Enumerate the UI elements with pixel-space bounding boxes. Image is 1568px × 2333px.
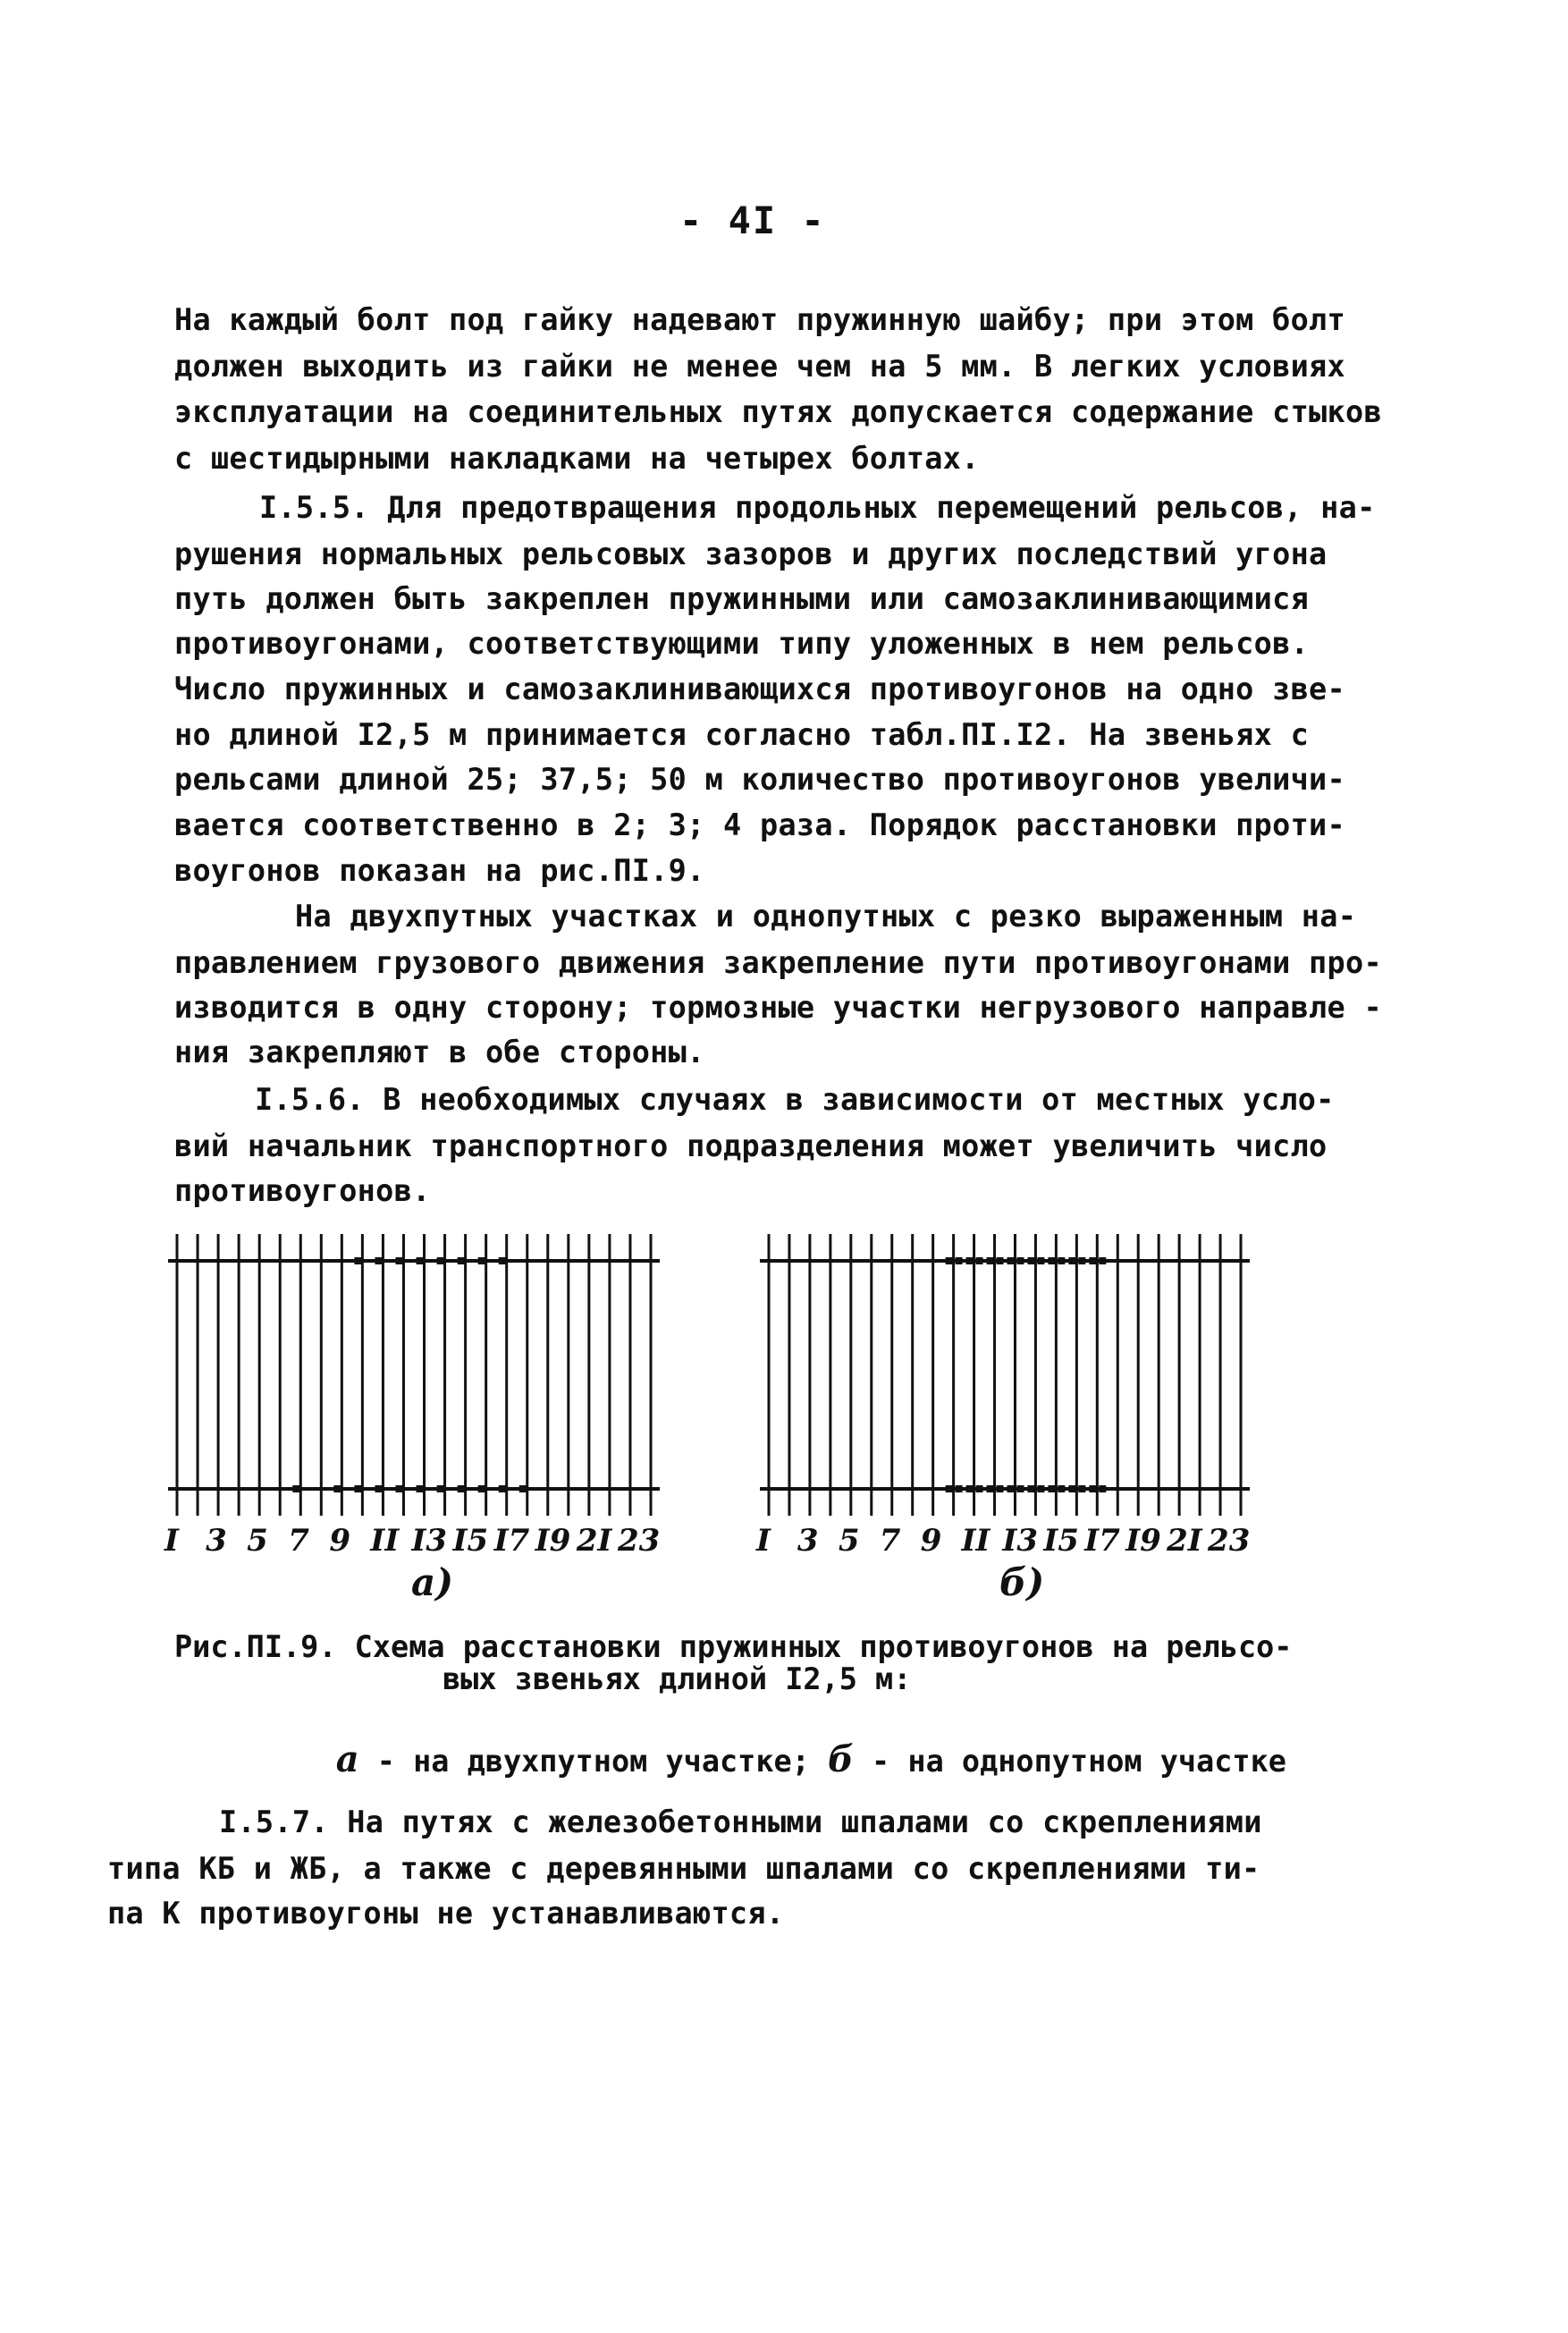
panel-a-anchor-top	[354, 1257, 361, 1264]
panel-a-anchor-top	[375, 1257, 382, 1264]
text-line: противоугонами, соответствующими типу уложенных в нем рельсов.	[174, 626, 1310, 661]
panel-b-anchor-bottom-reverse	[1016, 1485, 1024, 1492]
legend-a-text: - на двухпутном участке;	[358, 1744, 828, 1779]
text-line: па К противоугоны не устанавливаются.	[107, 1896, 785, 1931]
text-line: рельсами длиной 25; 37,5; 50 м количество противоугонов увеличи-	[174, 762, 1345, 797]
text-line: I.5.6. В необходимых случаях в зависимости от местных усло-	[255, 1082, 1335, 1117]
panel-b-anchor-bottom	[987, 1485, 994, 1492]
sleeper-number-label: I5	[452, 1523, 489, 1559]
panel-a-anchor-bottom	[499, 1485, 506, 1492]
panel-b-anchor-top	[966, 1257, 974, 1264]
panel-a-anchor-bottom	[354, 1485, 361, 1492]
sleeper-number-label: II	[370, 1523, 400, 1559]
panel-b-anchor-top	[1007, 1257, 1014, 1264]
panel-a-anchor-top	[437, 1257, 444, 1264]
sleeper-number-label: 5	[838, 1523, 860, 1559]
sleeper-number-label: 23	[617, 1523, 661, 1559]
text-line: На двухпутных участках и однопутных с резко выраженным на-	[295, 899, 1357, 934]
text-line: правлением грузового движения закрепление пути противоугонами про-	[174, 945, 1382, 980]
sleeper-number-label: I	[756, 1523, 771, 1559]
panel-b-anchor-bottom-reverse	[1058, 1485, 1065, 1492]
sleeper-number-label: 7	[288, 1523, 309, 1559]
text-line: I.5.7. На путях с железобетонными шпалами со скреплениями	[219, 1805, 1262, 1839]
caption-line-1: Рис.ПI.9. Схема расстановки пружинных противоугонов на рельсо-	[174, 1629, 1293, 1664]
panel-b-anchor-top-reverse	[1037, 1257, 1044, 1264]
panel-b-anchor-top	[946, 1257, 953, 1264]
sleeper-number-label: 2I	[1167, 1523, 1202, 1559]
panel-b-anchor-bottom-reverse	[1099, 1485, 1106, 1492]
text-line: вается соответственно в 2; 3; 4 раза. Порядок расстановки проти-	[174, 807, 1345, 842]
sleeper-number-label: I7	[493, 1523, 530, 1559]
panel-a-anchor-top	[478, 1257, 485, 1264]
panel-a-anchor-bottom	[375, 1485, 382, 1492]
page-number: - 4I -	[679, 199, 826, 242]
panel-b-anchor-top-reverse	[1078, 1257, 1085, 1264]
text-line: Число пружинных и самозаклинивающихся противоугонов на одно зве-	[174, 672, 1345, 706]
text-line: типа КБ и ЖБ, а также с деревянными шпалами со скреплениями ти-	[107, 1851, 1260, 1886]
text-line: На каждый болт под гайку надевают пружинную шайбу; при этом болт	[174, 302, 1345, 337]
panel-b-anchor-bottom-reverse	[1078, 1485, 1085, 1492]
panel-a-anchor-top	[458, 1257, 465, 1264]
sleeper-number-label: 2I	[576, 1523, 612, 1559]
sleeper-number-label: I3	[411, 1523, 448, 1559]
text-line: ния закрепляют в обе стороны.	[174, 1035, 705, 1069]
sleeper-number-label: 5	[247, 1523, 268, 1559]
panel-a-anchor-top	[499, 1257, 506, 1264]
text-line: с шестидырными накладками на четырех болтах.	[174, 441, 980, 476]
panel-b-anchor-top-reverse	[1058, 1257, 1065, 1264]
panel-b-anchor-top	[1027, 1257, 1034, 1264]
panel-b-anchor-bottom	[966, 1485, 974, 1492]
panel-b-anchor-bottom	[1027, 1485, 1034, 1492]
legend-b-symbol: б	[828, 1738, 854, 1780]
panel-a-anchor-bottom	[292, 1485, 299, 1492]
anchor-layout-figure	[0, 1212, 1568, 1623]
panel-a-anchor-top	[417, 1257, 424, 1264]
panel-b-anchor-top-reverse	[997, 1257, 1004, 1264]
panel-a-anchor-bottom	[395, 1485, 402, 1492]
sleeper-number-label: 3	[206, 1523, 227, 1559]
sleeper-number-label: 7	[879, 1523, 901, 1559]
panel-b-anchor-bottom-reverse	[1037, 1485, 1044, 1492]
panel-b-anchor-bottom-reverse	[956, 1485, 963, 1492]
panel-b-anchor-top	[1089, 1257, 1096, 1264]
text-line: изводится в одну сторону; тормозные участки негрузового направле -	[174, 990, 1382, 1025]
sleeper-number-label: II	[961, 1523, 991, 1559]
panel-b-anchor-bottom	[1048, 1485, 1055, 1492]
legend-b-text: - на однопутном участке	[853, 1744, 1286, 1779]
panel-a-anchor-bottom	[458, 1485, 465, 1492]
panel-b-anchor-bottom-reverse	[976, 1485, 983, 1492]
text-line: но длиной I2,5 м принимается согласно табл.ПI.I2. На звеньях с	[174, 717, 1310, 752]
sleeper-number-label: I	[164, 1523, 179, 1559]
panel-b-anchor-top	[1048, 1257, 1055, 1264]
panel-b-anchor-top-reverse	[1016, 1257, 1024, 1264]
panel-a-anchor-bottom	[333, 1485, 341, 1492]
panel-a-anchor-top	[395, 1257, 402, 1264]
panel-b-anchor-bottom	[946, 1485, 953, 1492]
sleeper-number-label: I9	[1125, 1523, 1161, 1559]
text-line: должен выходить из гайки не менее чем на 5 мм. В легких условиях	[174, 349, 1345, 384]
sleeper-number-label: 9	[329, 1523, 351, 1559]
panel-a-anchor-bottom	[519, 1485, 527, 1492]
panel-b-anchor-bottom	[1007, 1485, 1014, 1492]
panel-a-anchor-bottom	[478, 1485, 485, 1492]
caption-line-2: вых звеньях длиной I2,5 м:	[443, 1661, 912, 1696]
sublabel-a: а)	[411, 1560, 454, 1604]
text-line: путь должен быть закреплен пружинными или самозаклинивающимися	[174, 581, 1310, 616]
panel-b-anchor-top-reverse	[956, 1257, 963, 1264]
text-line: эксплуатации на соединительных путях допускается содержание стыков	[174, 394, 1382, 429]
sleeper-number-label: 23	[1208, 1523, 1251, 1559]
text-line: противоугонов.	[174, 1173, 431, 1208]
caption-legend	[264, 1703, 1286, 1815]
text-line: вий начальник транспортного подразделения может увеличить число	[174, 1128, 1328, 1163]
sleeper-number-label: 9	[920, 1523, 942, 1559]
text-line: рушения нормальных рельсовых зазоров и других последствий угона	[174, 537, 1328, 571]
panel-b-anchor-top	[1068, 1257, 1075, 1264]
panel-b-anchor-bottom	[1089, 1485, 1096, 1492]
legend-a-symbol: а	[335, 1738, 359, 1780]
text-line: воугонов показан на рис.ПI.9.	[174, 853, 705, 888]
text-line: I.5.5. Для предотвращения продольных перемещений рельсов, на-	[259, 490, 1376, 525]
sleeper-number-label: I9	[535, 1523, 571, 1559]
panel-b-anchor-bottom	[1068, 1485, 1075, 1492]
panel-b-anchor-bottom-reverse	[997, 1485, 1004, 1492]
panel-b-anchor-top	[987, 1257, 994, 1264]
panel-b-anchor-top-reverse	[1099, 1257, 1106, 1264]
panel-b-anchor-top-reverse	[976, 1257, 983, 1264]
sleeper-number-label: I3	[1002, 1523, 1039, 1559]
sleeper-number-label: I5	[1043, 1523, 1079, 1559]
sleeper-number-label: 3	[797, 1523, 819, 1559]
anchor-layout-diagram	[0, 1212, 1568, 1623]
panel-a-anchor-bottom	[437, 1485, 444, 1492]
sleeper-number-label: I7	[1084, 1523, 1120, 1559]
panel-a-anchor-bottom	[417, 1485, 424, 1492]
sublabel-b: б)	[999, 1560, 1045, 1604]
